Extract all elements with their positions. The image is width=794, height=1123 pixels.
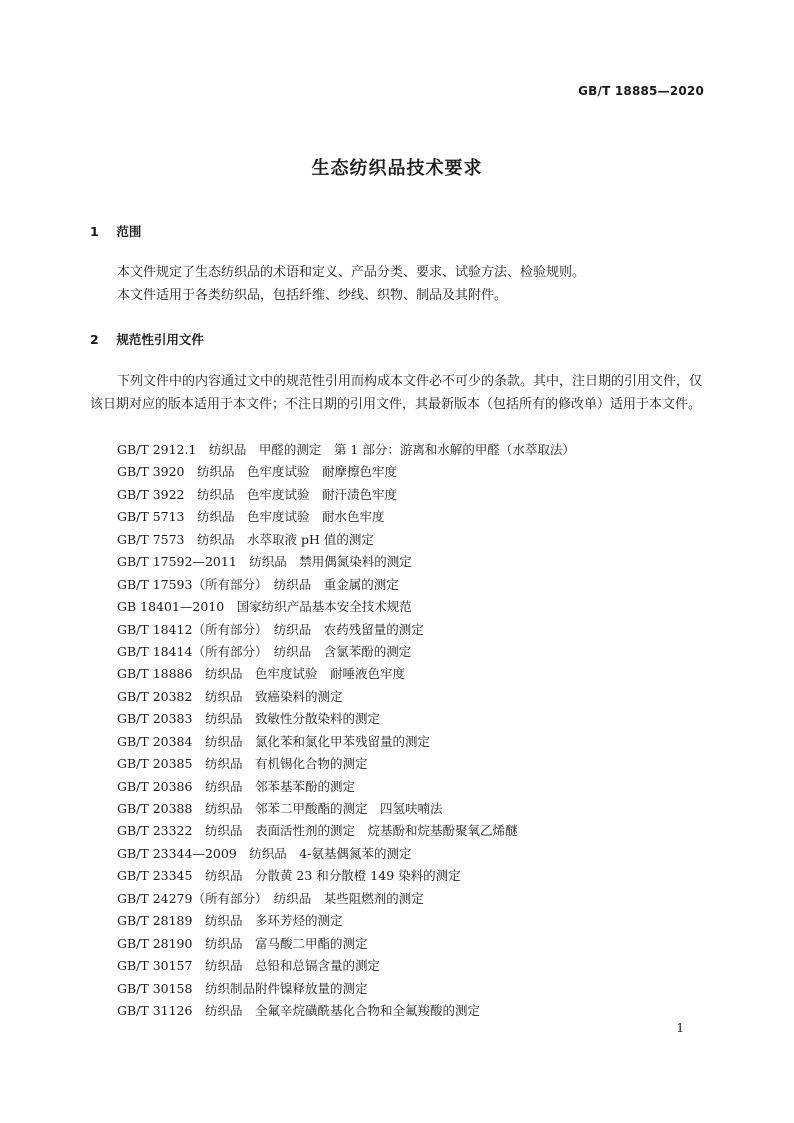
- reference-item: GB/T 23322 纺织品 表面活性剂的测定 烷基酚和烷基酚聚氧乙烯醚: [117, 823, 518, 839]
- section-heading-normative-references: [90, 330, 204, 348]
- reference-item: GB/T 17593（所有部分） 纺织品 重金属的测定: [117, 576, 399, 592]
- reference-item: GB/T 23345 纺织品 分散黄 23 和分散橙 149 染料的测定: [117, 868, 461, 884]
- reference-item: GB/T 23344—2009 纺织品 4-氨基偶氮苯的测定: [117, 845, 412, 861]
- reference-item: GB 18401—2010 国家纺织产品基本安全技术规范: [117, 599, 412, 615]
- reference-item: GB/T 20385 纺织品 有机锡化合物的测定: [117, 756, 368, 772]
- reference-item: GB/T 24279（所有部分） 纺织品 某些阻燃剂的测定: [117, 890, 424, 906]
- reference-item: GB/T 7573 纺织品 水萃取液 pH 值的测定: [117, 531, 374, 547]
- standard-number: GB/T 18885—2020: [578, 84, 704, 98]
- reference-item: GB/T 20383 纺织品 致敏性分散染料的测定: [117, 711, 380, 727]
- reference-item: GB/T 20382 纺织品 致癌染料的测定: [117, 688, 343, 704]
- reference-item: GB/T 2912.1 纺织品 甲醛的测定 第 1 部分：游离和水解的甲醛（水萃取法）: [117, 442, 575, 457]
- reference-item: GB/T 18886 纺织品 色牢度试验 耐唾液色牢度: [117, 666, 405, 682]
- scope-paragraph: 本文件适用于各类纺织品，包括纤维、纱线、织物、制品及其附件。: [117, 288, 508, 303]
- reference-list: [117, 439, 575, 1022]
- reference-item: GB/T 20388 纺织品 邻苯二甲酸酯的测定 四氢呋喃法: [117, 801, 443, 816]
- section-title: 范围: [116, 224, 142, 239]
- reference-item: GB/T 3922 纺织品 色牢度试验 耐汗渍色牢度: [117, 486, 398, 502]
- reference-item: GB/T 30158 纺织制品附件镍释放量的测定: [117, 980, 368, 996]
- reference-item: GB/T 30157 纺织品 总铅和总镉含量的测定: [117, 958, 380, 974]
- reference-item: GB/T 28190 纺织品 富马酸二甲酯的测定: [117, 935, 368, 951]
- reference-item: GB/T 3920 纺织品 色牢度试验 耐摩擦色牢度: [117, 464, 398, 480]
- reference-item: GB/T 31126 纺织品 全氟辛烷磺酰基化合物和全氟羧酸的测定: [117, 1002, 480, 1018]
- reference-item: GB/T 18412（所有部分） 纺织品 农药残留量的测定: [117, 621, 424, 637]
- reference-item: GB/T 18414（所有部分） 纺织品 含氯苯酚的测定: [117, 643, 412, 659]
- scope-paragraph: 本文件规定了生态纺织品的术语和定义、产品分类、要求、试验方法、检验规则。: [117, 265, 586, 280]
- section-number: 1: [90, 224, 99, 239]
- references-intro-paragraph: 下列文件中的内容通过文中的规范性引用而构成本文件必不可少的条款。其中，注日期的引用文件，仅该日期对应的版本适用于本文件；不注日期的引用文件，其最新版本（包括所有的修改单）适用于本文件。: [90, 374, 703, 412]
- page-number: 1: [676, 1021, 684, 1035]
- reference-item: GB/T 5713 纺织品 色牢度试验 耐水色牢度: [117, 509, 385, 525]
- section-number: 2: [90, 332, 99, 347]
- reference-item: GB/T 28189 纺织品 多环芳烃的测定: [117, 913, 343, 929]
- document-title: 生态纺织品技术要求: [311, 158, 483, 179]
- reference-item: GB/T 17592—2011 纺织品 禁用偶氮染料的测定: [117, 554, 412, 570]
- reference-item: GB/T 20384 纺织品 氯化苯和氯化甲苯残留量的测定: [117, 733, 430, 749]
- reference-item: GB/T 20386 纺织品 邻苯基苯酚的测定: [117, 778, 355, 794]
- section-heading-scope: [90, 222, 141, 240]
- section-title: 规范性引用文件: [116, 332, 204, 347]
